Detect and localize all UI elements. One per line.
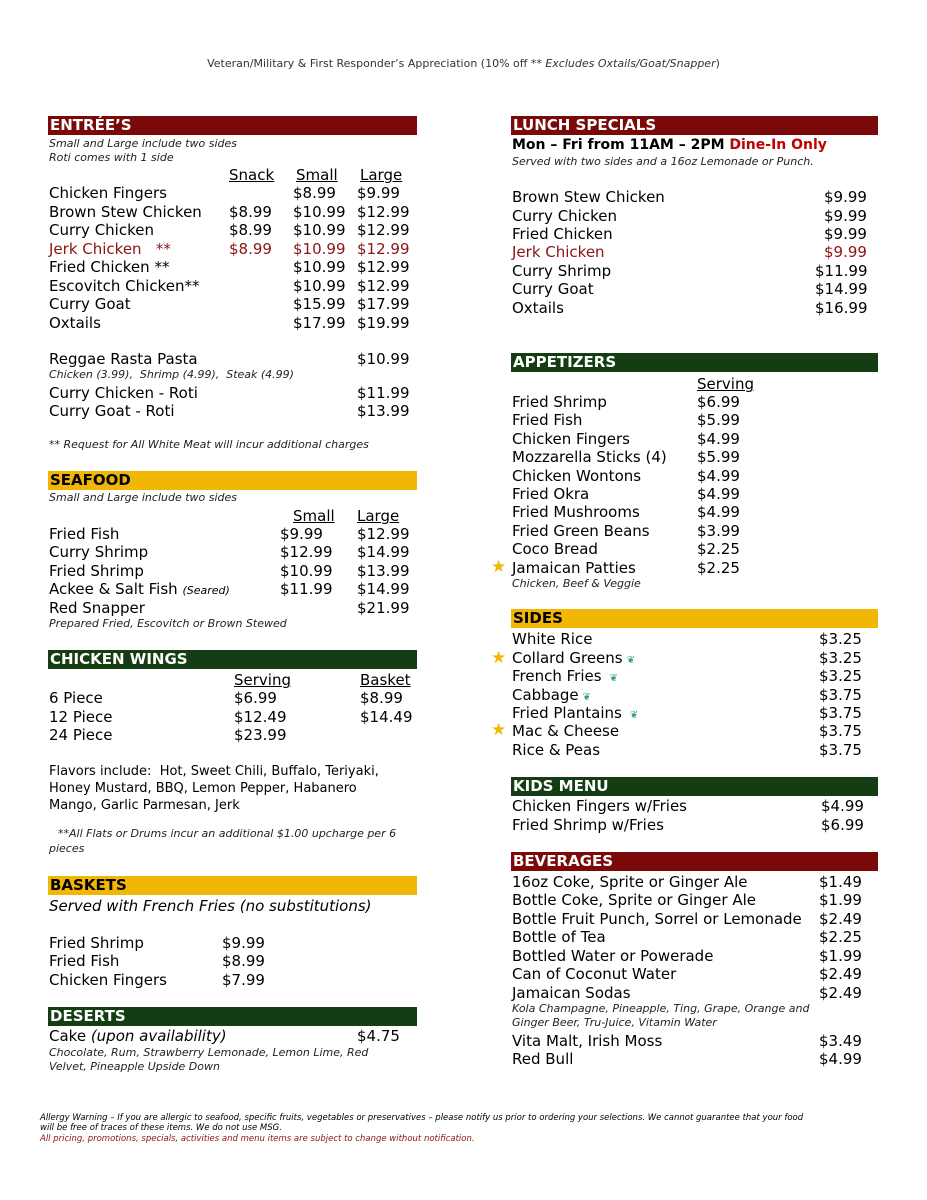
price: $4.99 (697, 503, 740, 521)
menu-item: 16oz Coke, Sprite or Ginger Ale (512, 873, 748, 891)
price: $3.75 (819, 704, 862, 722)
menu-item: White Rice (512, 630, 593, 648)
price: $3.25 (819, 649, 862, 667)
menu-item-pasta: Reggae Rasta Pasta (49, 350, 198, 368)
price: $9.99 (357, 184, 400, 202)
price: $8.99 (229, 203, 272, 221)
menu-item: Chicken Wontons (512, 467, 642, 485)
menu-item: Curry Chicken - Roti (49, 384, 198, 402)
lunch-note: Served with two sides and a 16oz Lemonade or Punch. (512, 155, 814, 168)
menu-item: Fried Shrimp (49, 934, 144, 952)
menu-item: Cabbage ❦ (512, 686, 592, 704)
leaf-icon: ❦ (609, 673, 618, 684)
price: $14.49 (360, 708, 413, 726)
price: $5.99 (697, 411, 740, 429)
menu-item-jerk: Jerk Chicken ** (49, 240, 171, 258)
menu-item: Red Bull (512, 1050, 574, 1068)
price: $14.99 (357, 543, 410, 561)
patties-note: Chicken, Beef & Veggie (512, 577, 641, 590)
menu-item: Curry Chicken (49, 221, 154, 239)
menu-item: Fried Fish (49, 952, 120, 970)
price: $3.75 (819, 722, 862, 740)
menu-item: Fried Chicken ** (49, 258, 170, 276)
leaf-icon: ❦ (582, 692, 592, 703)
menu-item-cake: Cake (upon availability) (49, 1027, 227, 1045)
price: $13.99 (357, 562, 410, 580)
appetizers-header: APPETIZERS (511, 353, 878, 372)
menu-item: Bottled Water or Powerade (512, 947, 714, 965)
star-icon: ★ (491, 648, 507, 668)
price: $9.99 (824, 225, 867, 243)
menu-item: Brown Stew Chicken (49, 203, 202, 221)
star-icon: ★ (491, 720, 507, 740)
price: $17.99 (357, 295, 410, 313)
allergy-warning-2: will be free of traces of these items. We do not use MSG. (40, 1123, 282, 1133)
price: $10.99 (293, 221, 346, 239)
menu-item: Chicken Fingers w/Fries (512, 797, 687, 815)
price: $8.99 (293, 184, 336, 202)
star-icon: ★ (491, 557, 507, 577)
price: $10.99 (293, 203, 346, 221)
price: $3.99 (697, 522, 740, 540)
pasta-note: Chicken (3.99), Shrimp (4.99), Steak (4.99) (49, 368, 294, 381)
menu-item: Curry Shrimp (49, 543, 149, 561)
seafood-header: SEAFOOD (48, 471, 417, 490)
price: $6.99 (821, 816, 864, 834)
menu-item: Vita Malt, Irish Moss (512, 1032, 663, 1050)
price: $11.99 (280, 580, 333, 598)
price: $8.99 (229, 240, 272, 258)
price: $15.99 (293, 295, 346, 313)
menu-item: Mozzarella Sticks (4) (512, 448, 667, 466)
sides-header: SIDES (511, 609, 878, 628)
col-large: Large (360, 166, 403, 184)
flavors-line-2: Honey Mustard, BBQ, Lemon Pepper, Habanero (49, 781, 357, 796)
menu-item: Fried Fish (49, 525, 120, 543)
price: $8.99 (360, 689, 403, 707)
flavors-line-3: Mango, Garlic Parmesan, Jerk (49, 798, 240, 813)
menu-item: Fried Chicken (512, 225, 613, 243)
appreciation-note: Veteran/Military & First Responder’s Appreciation (10% off ** Excludes Oxtails/Goat/Snapper) (207, 57, 720, 70)
price: $16.99 (815, 299, 868, 317)
menu-item: 24 Piece (49, 726, 113, 744)
menu-item: Curry Goat - Roti (49, 402, 175, 420)
price: $12.99 (357, 240, 410, 258)
price: $21.99 (357, 599, 410, 617)
deserts-header: DESERTS (48, 1007, 417, 1026)
pricing-disclaimer: All pricing, promotions, specials, activities and menu items are subject to change without notification. (40, 1134, 475, 1144)
menu-item: Curry Goat (49, 295, 131, 313)
price: $7.99 (222, 971, 265, 989)
price: $1.99 (819, 947, 862, 965)
menu-item-jerk: Jerk Chicken (512, 243, 605, 261)
seafood-note: Small and Large include two sides (49, 491, 238, 504)
menu-item: Oxtails (49, 314, 101, 332)
col-large: Large (357, 507, 400, 525)
price: $4.99 (697, 430, 740, 448)
menu-item: Escovitch Chicken** (49, 277, 200, 295)
price: $12.99 (357, 203, 410, 221)
price: $11.99 (357, 384, 410, 402)
entree-note: Small and Large include two sides (49, 137, 238, 150)
price: $10.99 (357, 350, 410, 368)
col-small: Small (296, 166, 338, 184)
sodas-note-1: Kola Champagne, Pineapple, Ting, Grape, Orange and (512, 1002, 810, 1015)
price: $9.99 (824, 207, 867, 225)
price: $4.99 (697, 485, 740, 503)
col-basket: Basket (360, 671, 411, 689)
col-serving: Serving (697, 375, 754, 393)
wings-header: CHICKEN WINGS (48, 650, 417, 669)
white-meat-note: ** Request for All White Meat will incur additional charges (49, 438, 369, 451)
price: $4.99 (697, 467, 740, 485)
price: $3.49 (819, 1032, 862, 1050)
menu-item: Fried Mushrooms (512, 503, 640, 521)
menu-item: Bottle of Tea (512, 928, 606, 946)
price: $10.99 (293, 258, 346, 276)
cake-note-1: Chocolate, Rum, Strawberry Lemonade, Lemon Lime, Red (49, 1046, 369, 1059)
menu-item: Chicken Fingers (49, 971, 167, 989)
menu-item: Rice & Peas (512, 741, 601, 759)
price: $4.99 (821, 797, 864, 815)
price: $8.99 (229, 221, 272, 239)
price: $2.25 (819, 928, 862, 946)
menu-item: Mac & Cheese (512, 722, 620, 740)
menu-item: Fried Shrimp (49, 562, 144, 580)
roti-note: Roti comes with 1 side (49, 151, 174, 164)
price: $14.99 (815, 280, 868, 298)
price: $2.49 (819, 910, 862, 928)
upcharge-note-2: pieces (49, 842, 85, 855)
price: $10.99 (280, 562, 333, 580)
price: $3.75 (819, 741, 862, 759)
col-small: Small (293, 507, 335, 525)
kids-header: KIDS MENU (511, 777, 878, 796)
upcharge-note-1: **All Flats or Drums incur an additional $1.00 upcharge per 6 (58, 827, 397, 840)
leaf-icon: ❦ (629, 710, 639, 721)
price: $17.99 (293, 314, 346, 332)
price: $1.99 (819, 891, 862, 909)
price: $9.99 (824, 243, 867, 261)
price: $9.99 (222, 934, 265, 952)
price: $4.75 (357, 1027, 400, 1045)
menu-item: Curry Goat (512, 280, 594, 298)
price: $9.99 (280, 525, 323, 543)
price: $5.99 (697, 448, 740, 466)
allergy-warning-1: Allergy Warning – If you are allergic to seafood, specific fruits, vegetables or preservatives – please notify us prior to ordering your selections. We cannot guarantee that your food (40, 1113, 804, 1123)
menu-item: Bottle Fruit Punch, Sorrel or Lemonade (512, 910, 802, 928)
col-snack: Snack (229, 166, 275, 184)
menu-item: Fried Green Beans (512, 522, 650, 540)
lunch-hours: Mon – Fri from 11AM – 2PM Dine-In Only (512, 137, 827, 153)
menu-item: Fried Fish (512, 411, 583, 429)
price: $6.99 (234, 689, 277, 707)
price: $10.99 (293, 277, 346, 295)
price: $12.99 (280, 543, 333, 561)
menu-item: Collard Greens ❦ (512, 649, 636, 667)
menu-item: Jamaican Sodas (512, 984, 631, 1002)
price: $12.99 (357, 258, 410, 276)
menu-item: French Fries ❦ (512, 667, 618, 685)
price: $2.49 (819, 984, 862, 1002)
price: $12.49 (234, 708, 287, 726)
price: $2.25 (697, 540, 740, 558)
flavors-line-1: Flavors include: Hot, Sweet Chili, Buffalo, Teriyaki, (49, 764, 379, 779)
price: $4.99 (819, 1050, 862, 1068)
menu-item: Bottle Coke, Sprite or Ginger Ale (512, 891, 756, 909)
beverages-header: BEVERAGES (511, 852, 878, 871)
menu-item: Fried Okra (512, 485, 590, 503)
price: $9.99 (824, 188, 867, 206)
price: $12.99 (357, 221, 410, 239)
sodas-note-2: Ginger Beer, Tru-Juice, Vitamin Water (512, 1016, 717, 1029)
col-serving: Serving (234, 671, 291, 689)
menu-item: 12 Piece (49, 708, 113, 726)
price: $23.99 (234, 726, 287, 744)
menu-item: Red Snapper (49, 599, 145, 617)
menu-item: Ackee & Salt Fish (Seared) (49, 580, 230, 598)
price: $3.25 (819, 630, 862, 648)
menu-item: Chicken Fingers (49, 184, 167, 202)
menu-item: Curry Shrimp (512, 262, 612, 280)
price: $3.75 (819, 686, 862, 704)
price: $14.99 (357, 580, 410, 598)
menu-item: 6 Piece (49, 689, 103, 707)
menu-item: Brown Stew Chicken (512, 188, 665, 206)
price: $12.99 (357, 525, 410, 543)
price: $12.99 (357, 277, 410, 295)
baskets-header: BASKETS (48, 876, 417, 895)
price: $10.99 (293, 240, 346, 258)
price: $3.25 (819, 667, 862, 685)
menu-item: Fried Shrimp (512, 393, 607, 411)
price: $2.49 (819, 965, 862, 983)
menu-item: Fried Plantains ❦ (512, 704, 639, 722)
menu-item: Jamaican Patties (512, 559, 636, 577)
menu-item: Curry Chicken (512, 207, 617, 225)
price: $6.99 (697, 393, 740, 411)
leaf-icon: ❦ (626, 655, 636, 666)
menu-item: Coco Bread (512, 540, 598, 558)
price: $1.49 (819, 873, 862, 891)
snapper-note: Prepared Fried, Escovitch or Brown Stewed (49, 617, 287, 630)
baskets-subtitle: Served with French Fries (no substitutions) (49, 897, 372, 915)
price: $2.25 (697, 559, 740, 577)
cake-note-2: Velvet, Pineapple Upside Down (49, 1060, 220, 1073)
entree-header: ENTRÉE’S (48, 116, 417, 135)
menu-item: Oxtails (512, 299, 564, 317)
price: $19.99 (357, 314, 410, 332)
menu-item: Fried Shrimp w/Fries (512, 816, 664, 834)
menu-item: Can of Coconut Water (512, 965, 677, 983)
menu-item: Chicken Fingers (512, 430, 630, 448)
price: $13.99 (357, 402, 410, 420)
price: $8.99 (222, 952, 265, 970)
lunch-header: LUNCH SPECIALS (511, 116, 878, 135)
price: $11.99 (815, 262, 868, 280)
